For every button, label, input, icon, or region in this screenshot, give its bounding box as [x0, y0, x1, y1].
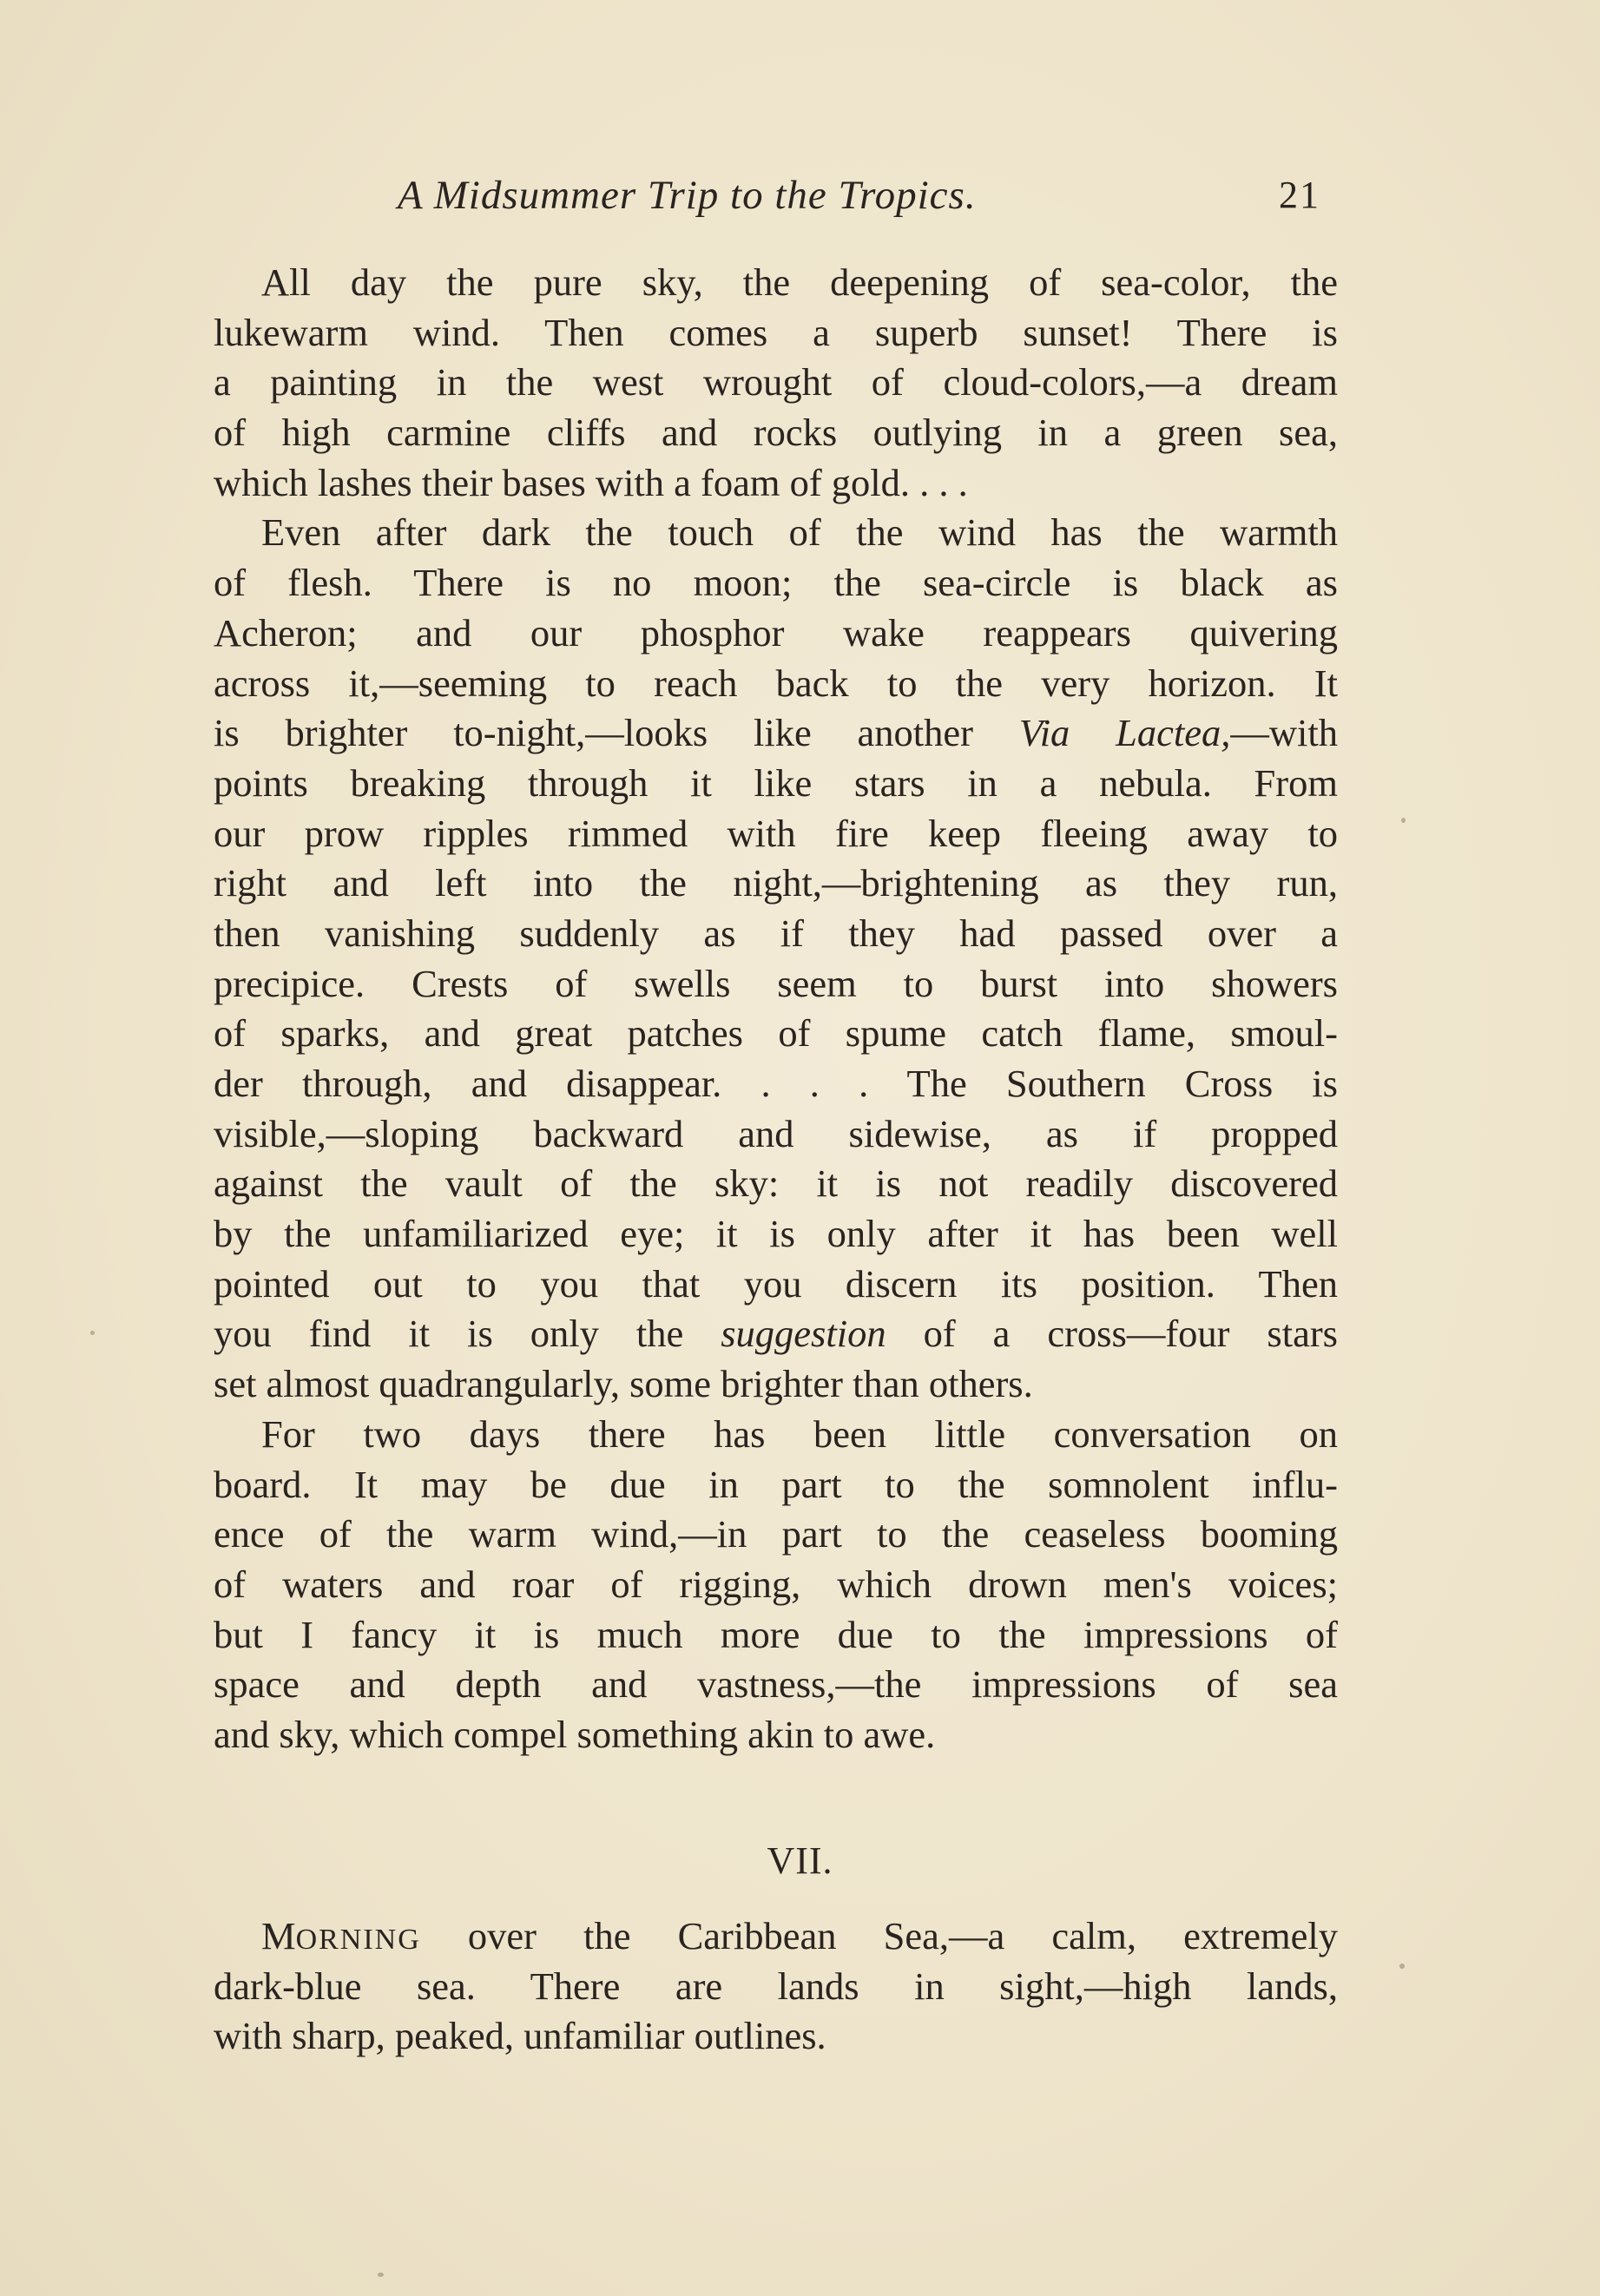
text-line: precipice. Crests of swells seem to burst into showers — [214, 961, 1338, 1005]
text-line: a painting in the west wrought of cloud-colors,—a dream — [214, 360, 1338, 405]
text-segment: you find it is only the — [214, 1312, 721, 1356]
section-heading: VII. — [767, 1839, 833, 1882]
text-line-with-italic — [214, 708, 1338, 759]
text-line: of sparks, and great patches of spume catch flame, smoul- — [214, 1011, 1338, 1056]
text-line: against the vault of the sky: it is not readily discovered — [214, 1161, 1338, 1206]
text-line: right and left into the night,—brightening as they run, — [214, 861, 1338, 905]
text-line-with-italic — [214, 1309, 1338, 1359]
page-number: 21 — [1279, 174, 1320, 216]
text-line: of high carmine cliffs and rocks outlying in a green sea, — [214, 411, 1338, 455]
text-line: All day the pure sky, the deepening of sea-color, the — [261, 260, 1338, 304]
text-line: Even after dark the touch of the wind has the warmth — [261, 510, 1338, 555]
text-line: ence of the warm wind,—in part to the ceaseless booming — [214, 1512, 1338, 1556]
text-line: then vanishing suddenly as if they had passed over a — [214, 911, 1338, 955]
text-line: by the unfamiliarized eye; it is only after it has been well — [214, 1212, 1338, 1256]
text-line: board. It may be due in part to the somnolent influ- — [214, 1462, 1338, 1506]
text-line: Acheron; and our phosphor wake reappears quivering — [214, 610, 1338, 655]
text-line: but I fancy it is much more due to the impressions of — [214, 1612, 1338, 1656]
text-line: and sky, which compel something akin to awe. — [214, 1712, 936, 1756]
text-line: set almost quadrangularly, some brighter than others. — [214, 1362, 1033, 1406]
text-line: points breaking through it like stars in a nebula. From — [214, 760, 1338, 805]
text-segment: over the Caribbean Sea,—a calm, extremely — [420, 1914, 1338, 1957]
paper-speck — [1399, 1964, 1405, 1969]
text-segment: of a cross—four stars — [886, 1312, 1339, 1356]
text-line: of flesh. There is no moon; the sea-circle is black as — [214, 561, 1338, 605]
text-line: with sharp, peaked, unfamiliar outlines. — [214, 2014, 826, 2058]
text-line-small-caps — [214, 1911, 1338, 1962]
running-header — [0, 165, 1600, 226]
text-segment: is brighter to-night,—looks like another — [214, 711, 1019, 755]
text-segment: —with — [1230, 711, 1338, 755]
text-line: across it,—seeming to reach back to the very horizon. It — [214, 661, 1338, 705]
text-line: visible,—sloping backward and sidewise, as if propped — [214, 1111, 1338, 1155]
body-text — [214, 258, 1338, 1760]
text-line: der through, and disappear. . . . The Southern Cross is — [214, 1062, 1338, 1105]
text-line: which lashes their bases with a foam of gold. . . . — [214, 460, 968, 504]
section-text — [214, 1911, 1338, 2062]
text-line: our prow ripples rimmed with fire keep fleeing away to — [214, 811, 1338, 855]
paper-speck — [378, 2273, 384, 2277]
small-caps-initial: M — [261, 1914, 296, 1957]
italic-phrase: Via Lactea, — [1018, 711, 1231, 755]
text-line: space and depth and vastness,—the impressions of sea — [214, 1662, 1338, 1707]
italic-phrase: suggestion — [721, 1312, 886, 1356]
text-line: pointed out to you that you discern its position. Then — [214, 1261, 1338, 1306]
text-line: dark-blue sea. There are lands in sight,—high lands, — [214, 1964, 1338, 2008]
small-caps-word: ORNING — [295, 1924, 421, 1956]
running-title: A Midsummer Trip to the Tropics. — [398, 173, 977, 218]
paper-speck — [90, 1331, 95, 1335]
text-line: of waters and roar of rigging, which drown men's voices; — [214, 1562, 1338, 1606]
text-line: lukewarm wind. Then comes a superb sunset! There is — [214, 310, 1338, 354]
paper-speck — [1401, 818, 1406, 823]
text-line: For two days there has been little conversation on — [261, 1411, 1338, 1456]
